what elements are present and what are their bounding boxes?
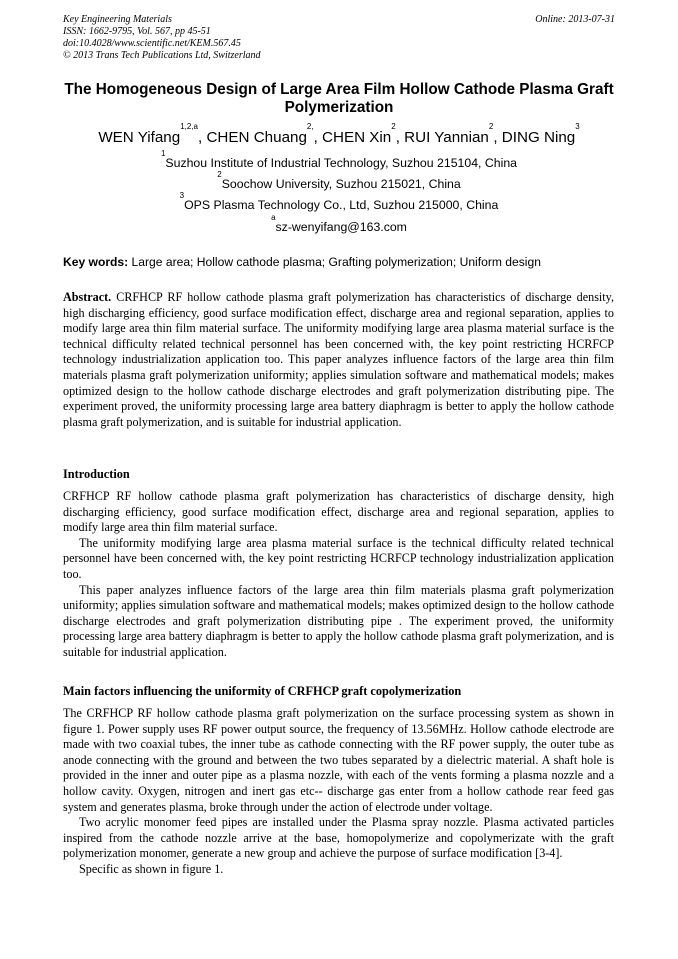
main-factors-body [63,706,614,878]
author-email: $^a$sz-wenyifang@163.com [271,213,407,234]
paragraph: The CRFHCP RF hollow cathode plasma graft polymerization on the surface processing system as shown in figure 1. Power supply uses RF power output source, the frequency of 13.56MHz. Hollow cathode electrode are made with two coaxial tubes, the inner tube as cathode connecting with the RF power supply, the outer tube as anode connecting with the ground and between the two tubes separated by a dielectric material. A shaft hole is provided in the inner and outer pipe as a plasma nozzle, with each of the vents forming a plasma nozzle and a hollow cavity. Oxygen, nitrogen and inert gas etc-- discharge gas enter from a hollow cathode rear feed gas system and generates plasma, broke through under the action of electrode under voltage. [63,706,614,814]
section-heading-introduction: Introduction [63,467,130,481]
section-heading-main-factors: Main factors influencing the uniformity of CRFHCP graft copolymerization [63,684,462,698]
author-name: CHEN Xin [322,129,392,146]
author-name: RUI Yannian [404,129,489,146]
author-affiliation-mark: 3 [575,122,580,131]
affiliation-2: $^2$Soochow University, Suzhou 215021, China [217,170,461,191]
abstract [63,290,614,430]
paper-title: The Homogeneous Design of Large Area Film Hollow Cathode Plasma Graft Polymerization [64,81,614,116]
author-name: DING Ning [501,129,576,146]
abstract-text: CRFHCP RF hollow cathode plasma graft polymerization has characteristics of discharge density, high discharging efficiency, good surface modification effect, discharge area and regional separation, applies to modify large area thin film material surface. The uniformity modifying large area plasma material surface is the technical difficulty related technical personnel has been concerned with, the key point restricting HCRFCP technology industrialization application too. This paper analyzes influence factors of the large area thin film materials plasma graft polymerization uniformity; applies simulation software and mathematical models; makes optimized design to the hollow cathode discharge electrodes and graft polymerization distributing pipe. The experiment proved, the uniformity processing large area battery diaphragm is better to apply the hollow cathode plasma graft polymerization, and is suitable for industrial application. [63,290,614,429]
affiliation-3: $^3$OPS Plasma Technology Co., Ltd, Suzhou 215000, China [179,191,499,212]
paragraph: Two acrylic monomer feed pipes are installed under the Plasma spray nozzle. Plasma activated particles inspired from the cathode nozzle arrive at the base, homopolymerize and copolymerizate with the graft polymerization monomer, generate a new group and achieve the purpose of surface modification [3-4]. [63,815,614,861]
author-affiliation-mark: 2 [391,122,396,131]
paragraph: The uniformity modifying large area plasma material surface is the technical difficulty related technical personnel have been concerned with, the key point restricting HCRFCP technology industrialization application too. [63,535,614,581]
author-affiliation-mark: 2 [488,122,494,131]
keywords-label: Key words: [63,255,129,269]
copyright-line: © 2013 Trans Tech Publications Ltd, Switzerland [63,50,261,61]
author-name: CHEN Chuang [206,129,307,146]
introduction-body [63,489,614,661]
author-name: WEN Yifang [98,129,181,146]
online-date: Online: 2013-07-31 [535,14,615,25]
paragraph: This paper analyzes influence factors of the large area thin film materials plasma graft polymerization uniformity; applies simulation software and mathematical models; makes optimized design to the hollow cathode discharge electrodes and graft polymerization distributing pipe . The experiment proved, the uniformity processing large area battery diaphragm is better to apply the hollow cathode plasma graft polymerization, and is suitable for industrial application. [63,582,614,659]
doi-line: doi:10.4028/www.scientific.net/KEM.567.45 [63,38,241,49]
issn-line: ISSN: 1662-9795, Vol. 567, pp 45-51 [63,26,211,37]
abstract-label: Abstract. [63,290,112,304]
author-affiliation-mark: 1,2,a [180,122,198,131]
affiliation-1: $^1$Suzhou Institute of Industrial Technology, Suzhou 215104, China [160,149,518,170]
author-affiliation-mark: 2, [306,122,314,131]
paragraph: CRFHCP RF hollow cathode plasma graft polymerization has characteristics of discharge density, high discharging efficiency, good surface modification effect, discharge area and regional separation, applies to modify large area thin film material surface. [63,489,614,535]
keywords-text: Large area; Hollow cathode plasma; Grafting polymerization; Uniform design [128,255,541,269]
journal-name: Key Engineering Materials [63,14,172,25]
keywords [63,255,623,270]
paragraph: Specific as shown in figure 1. [79,861,224,876]
author-list: WEN Yifang$^{1,2,a}$, CHEN Chuang$^{2,}$, CHEN Xin$^2$, RUI Yannian$^2$, DING Ning$^3$ [98,122,580,146]
page-header [63,14,615,62]
